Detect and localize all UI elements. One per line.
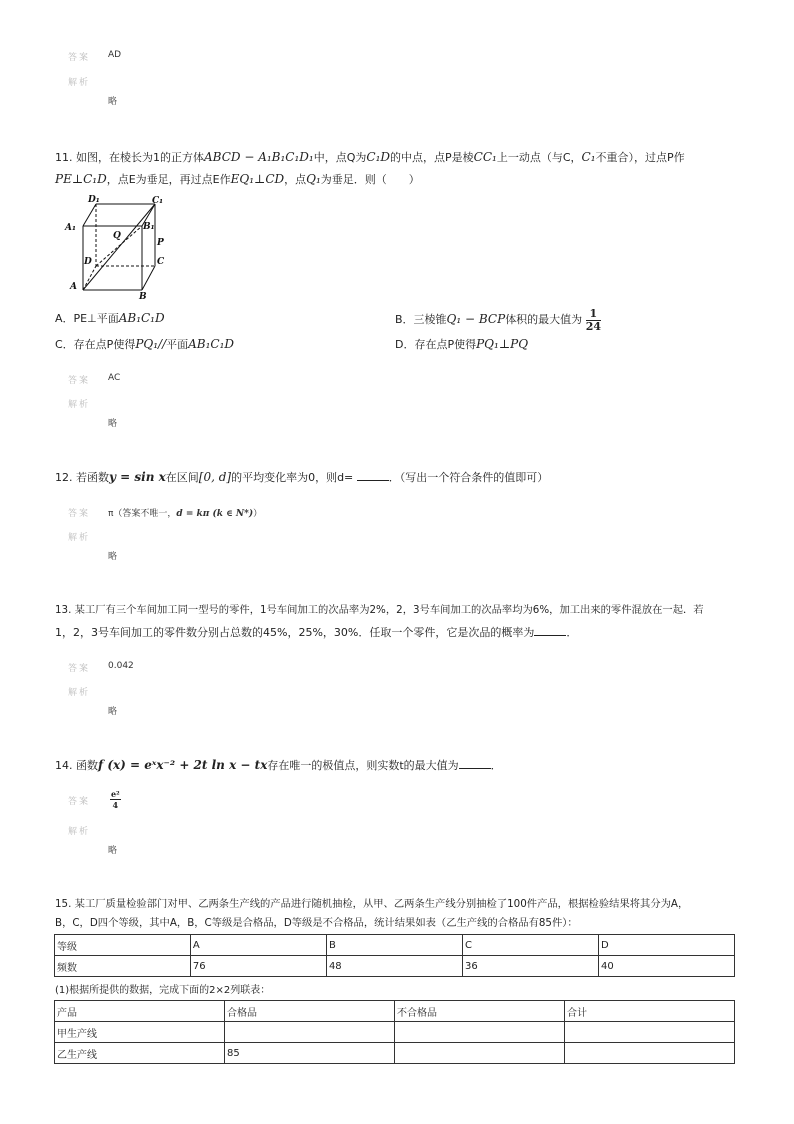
table-cell: 乙生产线 [55,1043,225,1064]
table-cell: 频数 [55,956,191,977]
label-c: C [157,257,165,267]
q11-stem-line1: 11. 如图，在棱长为1的正方体ABCD − A₁B₁C₁D₁中，点Q为C₁D的中点，点P是棱CC₁上一动点（与C，C₁不重合），过点P作 [55,150,685,164]
q12-answer: π（答案不唯一，d = kπ (k ∈ N*)） [108,509,263,519]
table-cell: 85 [224,1043,394,1064]
table-cell[interactable] [564,1022,734,1043]
table-cell: 甲生产线 [55,1022,225,1043]
contingency-table [54,1000,735,1064]
label-d1: D₁ [88,195,100,205]
analysis-label: 解析 [68,533,91,543]
table-cell: B [326,935,462,956]
table-cell: C [462,935,598,956]
table-cell: 36 [462,956,598,977]
answer-label: 答案 [68,509,91,519]
q11-analysis: 略 [108,419,118,429]
q14-stem: 14. 函数f (x) = eˣx⁻² + 2t ln x − tx存在唯一的极值点，则实数t的最大值为 ． [55,758,502,772]
table-cell: 40 [598,956,734,977]
answer-label: 答案 [68,797,91,807]
q12-analysis: 略 [108,552,118,562]
table-row [55,1022,735,1043]
table-cell: D [598,935,734,956]
table-row [55,935,735,956]
q12-stem: 12. 若函数y = sin x在区间[0, d]的平均变化率为0，则d= ．（写出一个符合条件的值即可） [55,470,549,484]
analysis-label: 解析 [68,400,91,410]
q14-answer: $\frac{\text{e²}}{4}$ [111,789,120,810]
label-b1: B₁ [143,222,155,232]
answer-blank[interactable] [459,758,491,769]
table-cell[interactable] [564,1043,734,1064]
q10-answer: AD [108,50,122,60]
analysis-label: 解析 [68,688,91,698]
q11-answer: AC [108,373,121,383]
q11-option-d: D．存在点P使得PQ₁⊥PQ [395,337,529,351]
table-cell[interactable] [395,1022,565,1043]
answer-blank[interactable] [357,470,389,481]
q15-stem-line2: B，C，D四个等级，其中A，B，C等级是合格品，D等级是不合格品，统计结果如表（乙生产线的合格品有85件）： [55,917,578,929]
q13-stem-line1: 13. 某工厂有三个车间加工同一型号的零件，1号车间加工的次品率为2%，2，3号车间加工的次品率均为6%，加工出来的零件混放在一起．若 [55,604,704,616]
q11-option-b: B．三棱锥Q₁ − BCP体积的最大值为 $\frac{1}{24}$ [395,306,601,333]
label-q: Q [113,231,121,241]
label-b: B [139,292,147,302]
q10-analysis: 略 [108,97,118,107]
label-a1: A₁ [65,223,76,233]
q15-sub1: (1)根据所提供的数据，完成下面的2×2列联表： [55,985,271,996]
table-cell[interactable] [395,1043,565,1064]
table-cell: 76 [190,956,326,977]
cube-figure [60,192,175,302]
table-cell: 合格品 [224,1001,394,1022]
q14-analysis: 略 [108,846,118,856]
table-row [55,1043,735,1064]
label-a: A [70,282,77,292]
q13-answer: 0.042 [108,661,134,671]
table-cell[interactable] [224,1022,394,1043]
analysis-label: 解析 [68,827,91,837]
table-cell: 产品 [55,1001,225,1022]
table-cell: 48 [326,956,462,977]
grade-frequency-table [54,934,735,977]
answer-blank[interactable] [534,625,566,636]
q11-option-c: C．存在点P使得PQ₁//平面AB₁C₁D [55,337,235,351]
label-p: P [157,238,164,248]
q13-analysis: 略 [108,707,118,717]
table-cell: 等级 [55,935,191,956]
q13-stem-line2: 1，2，3号车间加工的零件数分别占总数的45%，25%，30%．任取一个零件，它是次品的概率为 ． [55,626,578,639]
table-row [55,956,735,977]
answer-label: 答案 [68,53,91,63]
option-b-fraction: $\frac{1}{24}$ [585,306,601,333]
q11-option-a: A．PE⊥平面AB₁C₁D [55,311,165,325]
table-cell: 不合格品 [395,1001,565,1022]
q15-stem-line1: 15. 某工厂质量检验部门对甲、乙两条生产线的产品进行随机抽检，从甲、乙两条生产线分别抽检了100件产品，根据检验结果将其分为A， [55,898,689,910]
q11-stem-line2: PE⊥C₁D，点E为垂足，再过点E作EQ₁⊥CD，点Q₁为垂足．则（ ） [55,172,420,186]
table-cell: 合计 [564,1001,734,1022]
table-cell: A [190,935,326,956]
answer-label: 答案 [68,664,91,674]
label-d: D [84,257,92,267]
answer-label: 答案 [68,376,91,386]
label-c1: C₁ [152,196,164,206]
analysis-label: 解析 [68,78,91,88]
table-row [55,1001,735,1022]
